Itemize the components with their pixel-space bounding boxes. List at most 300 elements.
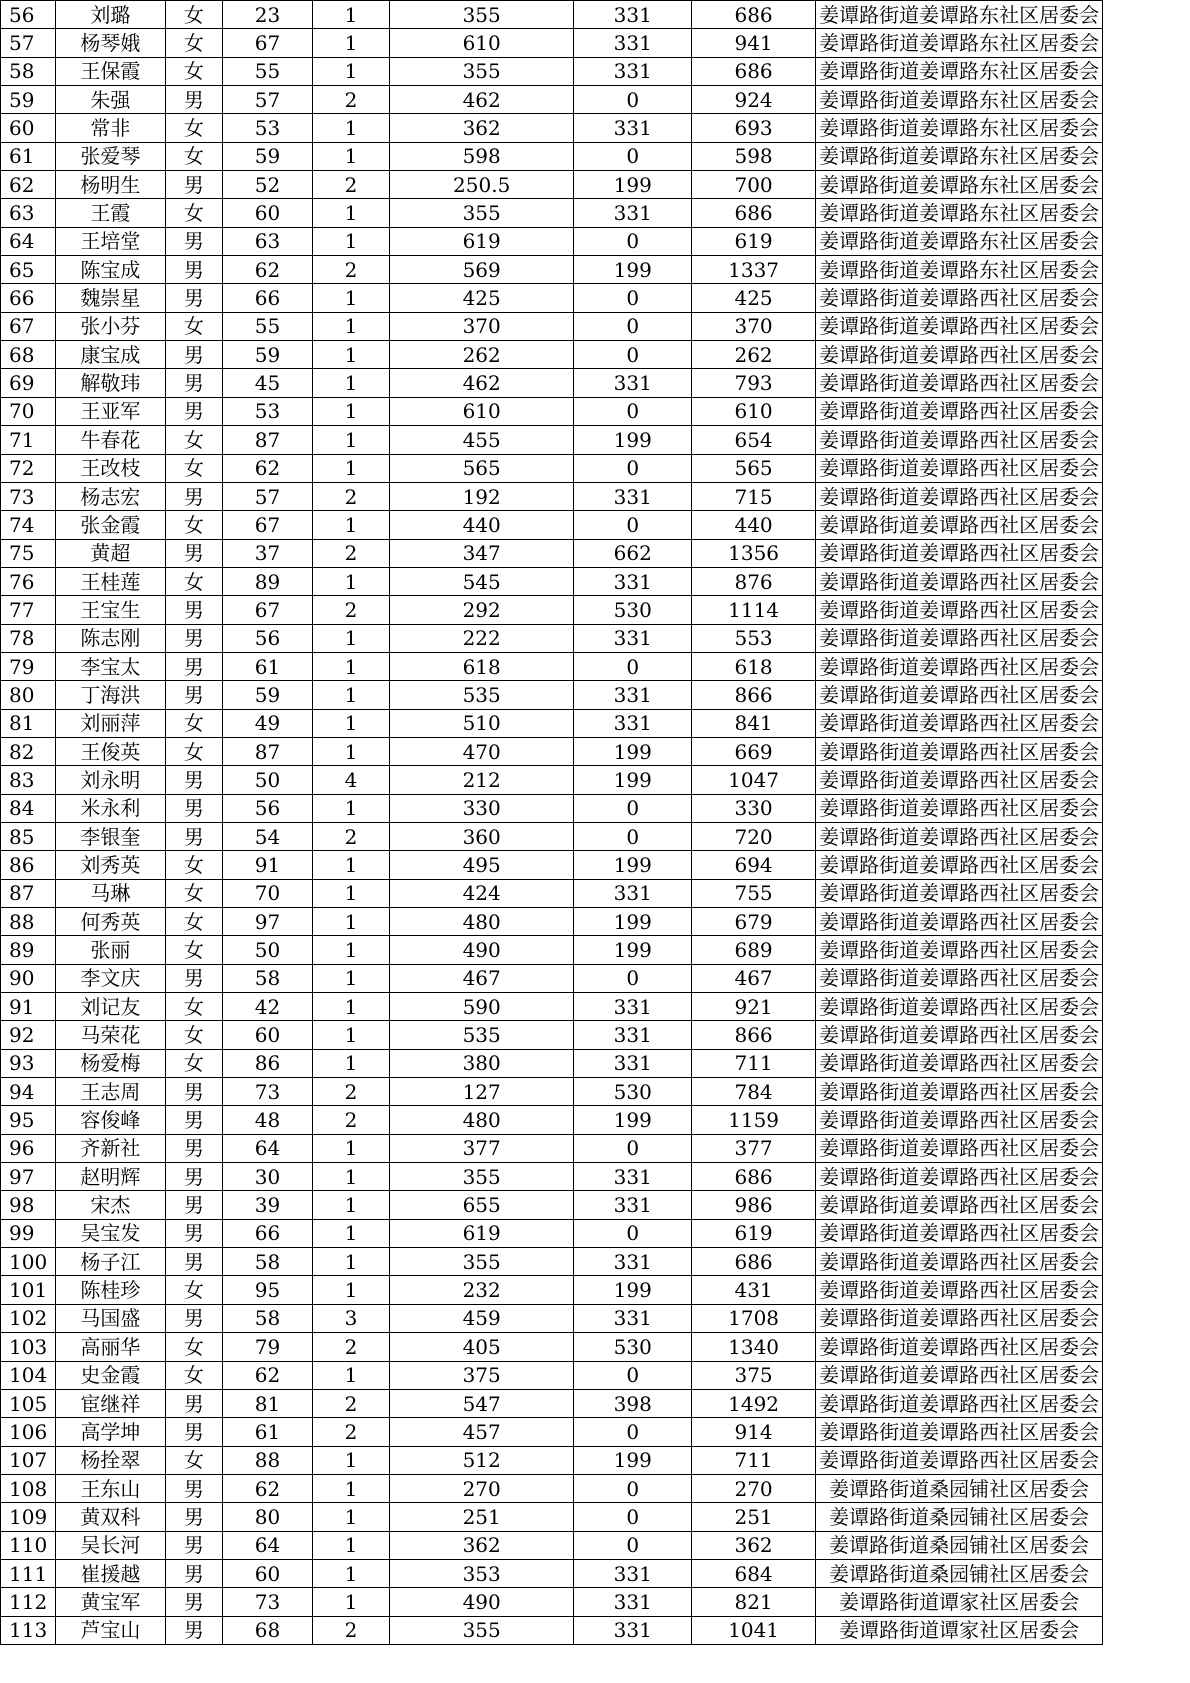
gender-cell: 女: [165, 936, 222, 964]
household-size-cell: 1: [312, 993, 389, 1021]
amount-b-cell: 331: [574, 1049, 692, 1077]
amount-a-cell: 512: [389, 1446, 574, 1474]
row-number-cell: 90: [1, 964, 56, 992]
table-row: [1, 1559, 1103, 1587]
committee-cell: 姜谭路街道姜谭路东社区居委会: [816, 256, 1103, 284]
name-cell: 黄宝军: [55, 1588, 165, 1616]
age-cell: 66: [222, 1219, 312, 1247]
age-cell: 48: [222, 1106, 312, 1134]
gender-cell: 男: [165, 1191, 222, 1219]
committee-cell: 姜谭路街道姜谭路西社区居委会: [816, 511, 1103, 539]
gender-cell: 男: [165, 1106, 222, 1134]
name-cell: 王霞: [55, 199, 165, 227]
committee-cell: 姜谭路街道姜谭路东社区居委会: [816, 114, 1103, 142]
amount-b-cell: 0: [574, 454, 692, 482]
row-number-cell: 72: [1, 454, 56, 482]
amount-a-cell: 455: [389, 426, 574, 454]
row-number-cell: 86: [1, 851, 56, 879]
row-number-cell: 64: [1, 227, 56, 255]
amount-b-cell: 199: [574, 256, 692, 284]
amount-a-cell: 355: [389, 57, 574, 85]
committee-cell: 姜谭路街道姜谭路西社区居委会: [816, 936, 1103, 964]
gender-cell: 男: [165, 652, 222, 680]
name-cell: 陈桂珍: [55, 1276, 165, 1304]
name-cell: 宦继祥: [55, 1389, 165, 1417]
committee-cell: 姜谭路街道姜谭路东社区居委会: [816, 227, 1103, 255]
household-size-cell: 1: [312, 1559, 389, 1587]
total-cell: 467: [692, 964, 816, 992]
gender-cell: 女: [165, 1049, 222, 1077]
table-row: [1, 1446, 1103, 1474]
row-number-cell: 84: [1, 794, 56, 822]
gender-cell: 男: [165, 1078, 222, 1106]
committee-cell: 姜谭路街道姜谭路西社区居委会: [816, 794, 1103, 822]
gender-cell: 女: [165, 1361, 222, 1389]
amount-b-cell: 331: [574, 681, 692, 709]
committee-cell: 姜谭路街道姜谭路西社区居委会: [816, 851, 1103, 879]
amount-b-cell: 331: [574, 993, 692, 1021]
total-cell: 598: [692, 142, 816, 170]
age-cell: 55: [222, 312, 312, 340]
gender-cell: 男: [165, 1389, 222, 1417]
amount-a-cell: 462: [389, 369, 574, 397]
table-row: [1, 256, 1103, 284]
amount-b-cell: 199: [574, 1446, 692, 1474]
age-cell: 59: [222, 142, 312, 170]
total-cell: 251: [692, 1503, 816, 1531]
age-cell: 59: [222, 681, 312, 709]
table-row: [1, 709, 1103, 737]
name-cell: 吴长河: [55, 1531, 165, 1559]
total-cell: 686: [692, 199, 816, 227]
row-number-cell: 75: [1, 539, 56, 567]
gender-cell: 男: [165, 369, 222, 397]
age-cell: 53: [222, 397, 312, 425]
committee-cell: 姜谭路街道姜谭路西社区居委会: [816, 908, 1103, 936]
committee-cell: 姜谭路街道桑园铺社区居委会: [816, 1503, 1103, 1531]
amount-b-cell: 0: [574, 794, 692, 822]
total-cell: 1337: [692, 256, 816, 284]
age-cell: 73: [222, 1078, 312, 1106]
table-row: [1, 284, 1103, 312]
table-row: [1, 1616, 1103, 1644]
gender-cell: 女: [165, 199, 222, 227]
household-size-cell: 1: [312, 681, 389, 709]
row-number-cell: 56: [1, 1, 56, 29]
table-row: [1, 624, 1103, 652]
name-cell: 张丽: [55, 936, 165, 964]
gender-cell: 男: [165, 1134, 222, 1162]
age-cell: 91: [222, 851, 312, 879]
committee-cell: 姜谭路街道姜谭路西社区居委会: [816, 1418, 1103, 1446]
amount-b-cell: 530: [574, 596, 692, 624]
row-number-cell: 100: [1, 1248, 56, 1276]
table-row: [1, 114, 1103, 142]
total-cell: 618: [692, 652, 816, 680]
amount-a-cell: 347: [389, 539, 574, 567]
household-size-cell: 1: [312, 1503, 389, 1531]
age-cell: 53: [222, 114, 312, 142]
amount-a-cell: 490: [389, 1588, 574, 1616]
age-cell: 61: [222, 1418, 312, 1446]
row-number-cell: 58: [1, 57, 56, 85]
age-cell: 39: [222, 1191, 312, 1219]
committee-cell: 姜谭路街道姜谭路西社区居委会: [816, 539, 1103, 567]
amount-a-cell: 212: [389, 766, 574, 794]
row-number-cell: 85: [1, 822, 56, 850]
amount-b-cell: 0: [574, 1531, 692, 1559]
amount-b-cell: 331: [574, 624, 692, 652]
household-size-cell: 1: [312, 794, 389, 822]
age-cell: 55: [222, 57, 312, 85]
name-cell: 张小芬: [55, 312, 165, 340]
name-cell: 史金霞: [55, 1361, 165, 1389]
gender-cell: 男: [165, 681, 222, 709]
gender-cell: 女: [165, 993, 222, 1021]
row-number-cell: 60: [1, 114, 56, 142]
amount-b-cell: 0: [574, 1418, 692, 1446]
table-row: [1, 879, 1103, 907]
total-cell: 876: [692, 567, 816, 595]
household-size-cell: 1: [312, 1474, 389, 1502]
household-size-cell: 1: [312, 397, 389, 425]
age-cell: 64: [222, 1134, 312, 1162]
amount-b-cell: 0: [574, 227, 692, 255]
age-cell: 56: [222, 794, 312, 822]
amount-b-cell: 199: [574, 1106, 692, 1134]
amount-b-cell: 331: [574, 879, 692, 907]
row-number-cell: 77: [1, 596, 56, 624]
amount-b-cell: 331: [574, 1, 692, 29]
row-number-cell: 105: [1, 1389, 56, 1417]
name-cell: 王志周: [55, 1078, 165, 1106]
row-number-cell: 96: [1, 1134, 56, 1162]
name-cell: 刘永明: [55, 766, 165, 794]
committee-cell: 姜谭路街道姜谭路东社区居委会: [816, 86, 1103, 114]
row-number-cell: 113: [1, 1616, 56, 1644]
amount-a-cell: 618: [389, 652, 574, 680]
age-cell: 62: [222, 454, 312, 482]
name-cell: 崔援越: [55, 1559, 165, 1587]
name-cell: 陈志刚: [55, 624, 165, 652]
committee-cell: 姜谭路街道姜谭路西社区居委会: [816, 1389, 1103, 1417]
household-size-cell: 2: [312, 256, 389, 284]
amount-a-cell: 610: [389, 397, 574, 425]
gender-cell: 女: [165, 511, 222, 539]
name-cell: 吴宝发: [55, 1219, 165, 1247]
amount-b-cell: 530: [574, 1333, 692, 1361]
name-cell: 王保霞: [55, 57, 165, 85]
row-number-cell: 71: [1, 426, 56, 454]
row-number-cell: 83: [1, 766, 56, 794]
total-cell: 425: [692, 284, 816, 312]
household-size-cell: 2: [312, 822, 389, 850]
household-size-cell: 2: [312, 86, 389, 114]
row-number-cell: 102: [1, 1304, 56, 1332]
total-cell: 784: [692, 1078, 816, 1106]
gender-cell: 女: [165, 1446, 222, 1474]
household-size-cell: 1: [312, 1219, 389, 1247]
committee-cell: 姜谭路街道姜谭路东社区居委会: [816, 171, 1103, 199]
household-size-cell: 1: [312, 879, 389, 907]
table-row: [1, 596, 1103, 624]
amount-b-cell: 0: [574, 341, 692, 369]
row-number-cell: 89: [1, 936, 56, 964]
amount-a-cell: 495: [389, 851, 574, 879]
table-row: [1, 936, 1103, 964]
amount-a-cell: 619: [389, 227, 574, 255]
table-row: [1, 1474, 1103, 1502]
table-row: [1, 199, 1103, 227]
name-cell: 马荣花: [55, 1021, 165, 1049]
age-cell: 58: [222, 1248, 312, 1276]
gender-cell: 女: [165, 1333, 222, 1361]
amount-a-cell: 262: [389, 341, 574, 369]
amount-a-cell: 362: [389, 1531, 574, 1559]
gender-cell: 男: [165, 1163, 222, 1191]
total-cell: 377: [692, 1134, 816, 1162]
age-cell: 64: [222, 1531, 312, 1559]
row-number-cell: 57: [1, 29, 56, 57]
amount-b-cell: 199: [574, 851, 692, 879]
amount-a-cell: 370: [389, 312, 574, 340]
household-size-cell: 1: [312, 142, 389, 170]
age-cell: 95: [222, 1276, 312, 1304]
amount-a-cell: 355: [389, 1, 574, 29]
amount-a-cell: 380: [389, 1049, 574, 1077]
table-row: [1, 794, 1103, 822]
gender-cell: 男: [165, 171, 222, 199]
gender-cell: 男: [165, 1418, 222, 1446]
amount-b-cell: 331: [574, 1559, 692, 1587]
amount-a-cell: 535: [389, 1021, 574, 1049]
amount-b-cell: 331: [574, 29, 692, 57]
row-number-cell: 62: [1, 171, 56, 199]
name-cell: 芦宝山: [55, 1616, 165, 1644]
household-size-cell: 1: [312, 624, 389, 652]
amount-a-cell: 565: [389, 454, 574, 482]
name-cell: 解敬玮: [55, 369, 165, 397]
table-row: [1, 1531, 1103, 1559]
committee-cell: 姜谭路街道姜谭路西社区居委会: [816, 397, 1103, 425]
total-cell: 565: [692, 454, 816, 482]
total-cell: 821: [692, 1588, 816, 1616]
amount-b-cell: 331: [574, 1163, 692, 1191]
amount-b-cell: 331: [574, 709, 692, 737]
age-cell: 61: [222, 652, 312, 680]
table-row: [1, 1418, 1103, 1446]
table-row: [1, 1248, 1103, 1276]
age-cell: 81: [222, 1389, 312, 1417]
committee-cell: 姜谭路街道姜谭路西社区居委会: [816, 1134, 1103, 1162]
amount-a-cell: 330: [389, 794, 574, 822]
amount-b-cell: 0: [574, 284, 692, 312]
total-cell: 689: [692, 936, 816, 964]
gender-cell: 女: [165, 142, 222, 170]
table-row: [1, 908, 1103, 936]
household-size-cell: 1: [312, 1, 389, 29]
committee-cell: 姜谭路街道姜谭路西社区居委会: [816, 766, 1103, 794]
age-cell: 87: [222, 737, 312, 765]
total-cell: 866: [692, 1021, 816, 1049]
row-number-cell: 66: [1, 284, 56, 312]
row-number-cell: 98: [1, 1191, 56, 1219]
household-size-cell: 1: [312, 57, 389, 85]
committee-cell: 姜谭路街道谭家社区居委会: [816, 1616, 1103, 1644]
name-cell: 杨拴翠: [55, 1446, 165, 1474]
table-body: [1, 1, 1103, 1645]
total-cell: 684: [692, 1559, 816, 1587]
row-number-cell: 94: [1, 1078, 56, 1106]
name-cell: 张金霞: [55, 511, 165, 539]
committee-cell: 姜谭路街道姜谭路西社区居委会: [816, 1049, 1103, 1077]
gender-cell: 女: [165, 57, 222, 85]
total-cell: 270: [692, 1474, 816, 1502]
table-row: [1, 1361, 1103, 1389]
total-cell: 1159: [692, 1106, 816, 1134]
name-cell: 丁海洪: [55, 681, 165, 709]
gender-cell: 女: [165, 879, 222, 907]
amount-a-cell: 405: [389, 1333, 574, 1361]
household-size-cell: 2: [312, 596, 389, 624]
household-size-cell: 1: [312, 652, 389, 680]
committee-cell: 姜谭路街道姜谭路西社区居委会: [816, 1361, 1103, 1389]
row-number-cell: 80: [1, 681, 56, 709]
amount-b-cell: 331: [574, 1588, 692, 1616]
committee-cell: 姜谭路街道姜谭路东社区居委会: [816, 199, 1103, 227]
name-cell: 王亚军: [55, 397, 165, 425]
amount-a-cell: 251: [389, 1503, 574, 1531]
name-cell: 容俊峰: [55, 1106, 165, 1134]
household-size-cell: 2: [312, 171, 389, 199]
household-size-cell: 1: [312, 426, 389, 454]
household-size-cell: 1: [312, 114, 389, 142]
age-cell: 97: [222, 908, 312, 936]
table-row: [1, 482, 1103, 510]
name-cell: 王宝生: [55, 596, 165, 624]
amount-b-cell: 0: [574, 822, 692, 850]
total-cell: 440: [692, 511, 816, 539]
committee-cell: 姜谭路街道姜谭路西社区居委会: [816, 1219, 1103, 1247]
table-row: [1, 1219, 1103, 1247]
amount-a-cell: 375: [389, 1361, 574, 1389]
table-row: [1, 1049, 1103, 1077]
total-cell: 866: [692, 681, 816, 709]
age-cell: 88: [222, 1446, 312, 1474]
age-cell: 49: [222, 709, 312, 737]
committee-cell: 姜谭路街道姜谭路西社区居委会: [816, 284, 1103, 312]
age-cell: 50: [222, 936, 312, 964]
age-cell: 63: [222, 227, 312, 255]
total-cell: 986: [692, 1191, 816, 1219]
household-size-cell: 1: [312, 737, 389, 765]
total-cell: 686: [692, 1163, 816, 1191]
household-size-cell: 1: [312, 369, 389, 397]
committee-cell: 姜谭路街道姜谭路西社区居委会: [816, 624, 1103, 652]
row-number-cell: 69: [1, 369, 56, 397]
gender-cell: 男: [165, 397, 222, 425]
total-cell: 1492: [692, 1389, 816, 1417]
name-cell: 刘记友: [55, 993, 165, 1021]
amount-b-cell: 331: [574, 57, 692, 85]
row-number-cell: 106: [1, 1418, 56, 1446]
age-cell: 59: [222, 341, 312, 369]
table-row: [1, 766, 1103, 794]
row-number-cell: 110: [1, 1531, 56, 1559]
row-number-cell: 91: [1, 993, 56, 1021]
table-row: [1, 652, 1103, 680]
amount-a-cell: 360: [389, 822, 574, 850]
age-cell: 80: [222, 1503, 312, 1531]
table-row: [1, 993, 1103, 1021]
gender-cell: 男: [165, 596, 222, 624]
table-row: [1, 142, 1103, 170]
committee-cell: 姜谭路街道姜谭路西社区居委会: [816, 993, 1103, 1021]
row-number-cell: 65: [1, 256, 56, 284]
total-cell: 1340: [692, 1333, 816, 1361]
committee-cell: 姜谭路街道姜谭路西社区居委会: [816, 1021, 1103, 1049]
amount-a-cell: 480: [389, 1106, 574, 1134]
amount-a-cell: 598: [389, 142, 574, 170]
name-cell: 杨明生: [55, 171, 165, 199]
amount-b-cell: 0: [574, 397, 692, 425]
table-row: [1, 312, 1103, 340]
total-cell: 921: [692, 993, 816, 1021]
name-cell: 马琳: [55, 879, 165, 907]
table-row: [1, 567, 1103, 595]
total-cell: 700: [692, 171, 816, 199]
household-size-cell: 1: [312, 1276, 389, 1304]
table-row: [1, 1134, 1103, 1162]
household-size-cell: 2: [312, 539, 389, 567]
table-row: [1, 1333, 1103, 1361]
committee-cell: 姜谭路街道桑园铺社区居委会: [816, 1474, 1103, 1502]
age-cell: 70: [222, 879, 312, 907]
amount-a-cell: 424: [389, 879, 574, 907]
total-cell: 619: [692, 1219, 816, 1247]
table-row: [1, 822, 1103, 850]
table-row: [1, 227, 1103, 255]
name-cell: 李宝太: [55, 652, 165, 680]
age-cell: 86: [222, 1049, 312, 1077]
table-row: [1, 1276, 1103, 1304]
row-number-cell: 108: [1, 1474, 56, 1502]
age-cell: 57: [222, 86, 312, 114]
gender-cell: 男: [165, 766, 222, 794]
age-cell: 89: [222, 567, 312, 595]
table-row: [1, 851, 1103, 879]
household-size-cell: 1: [312, 1049, 389, 1077]
gender-cell: 男: [165, 1503, 222, 1531]
household-size-cell: 1: [312, 1531, 389, 1559]
table-row: [1, 1106, 1103, 1134]
name-cell: 赵明辉: [55, 1163, 165, 1191]
household-size-cell: 1: [312, 1191, 389, 1219]
total-cell: 553: [692, 624, 816, 652]
age-cell: 67: [222, 596, 312, 624]
amount-b-cell: 199: [574, 908, 692, 936]
amount-a-cell: 467: [389, 964, 574, 992]
age-cell: 67: [222, 29, 312, 57]
amount-b-cell: 0: [574, 86, 692, 114]
gender-cell: 女: [165, 426, 222, 454]
household-size-cell: 1: [312, 341, 389, 369]
table-row: [1, 29, 1103, 57]
total-cell: 262: [692, 341, 816, 369]
amount-b-cell: 331: [574, 1304, 692, 1332]
row-number-cell: 78: [1, 624, 56, 652]
gender-cell: 男: [165, 1588, 222, 1616]
